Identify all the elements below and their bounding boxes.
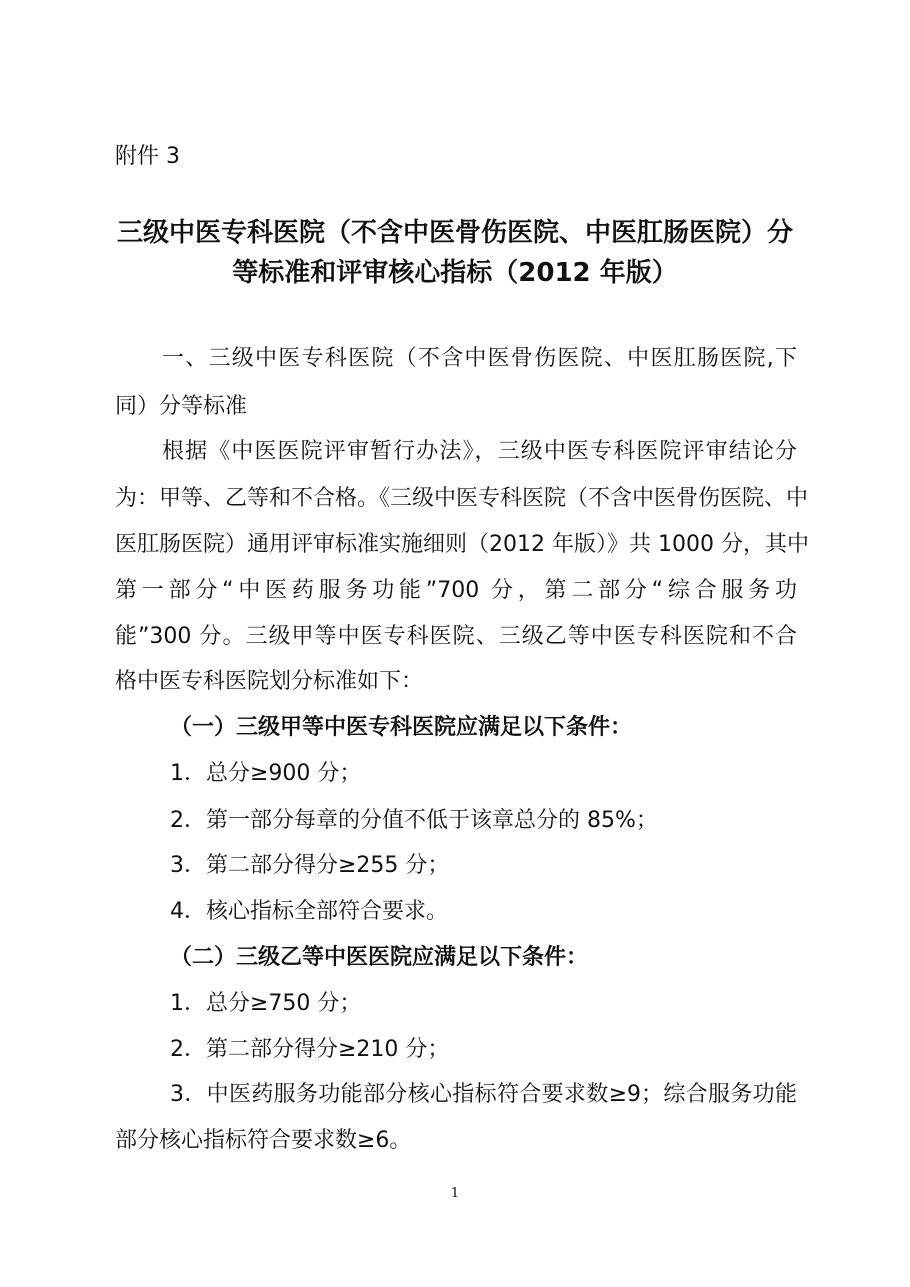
intro-paragraph-line-4: 第一部分“中医药服务功能”700 分，第二部分“综合服务功 [115,578,797,603]
intro-paragraph-line-6: 格中医专科医院划分标准如下： [115,669,424,694]
attachment-label: 附件 3 [115,144,180,169]
intro-paragraph-line-3: 医肛肠医院）通用评审标准实施细则（2012 年版）》共 1000 分，其中 [115,532,809,557]
grade-b-item-1: 1．总分≥750 分； [170,991,362,1016]
intro-paragraph-line-2: 为：甲等、乙等和不合格。《三级中医专科医院（不含中医骨伤医院、中 [115,486,809,511]
document-title-line-2: 等标准和评审核心指标（2012 年版） [232,258,678,288]
grade-b-heading: （二）三级乙等中医医院应满足以下条件： [170,945,589,970]
page-number: 1 [450,1186,460,1201]
grade-a-item-4: 4．核心指标全部符合要求。 [170,899,448,924]
section-heading-line-1: 一、三级中医专科医院（不含中医骨伤医院、中医肛肠医院,下 [162,346,797,371]
grade-b-item-2: 2．第二部分得分≥210 分； [170,1037,450,1062]
grade-b-item-3-line-1: 3．中医药服务功能部分核心指标符合要求数≥9；综合服务功能 [170,1082,797,1107]
grade-a-heading: （一）三级甲等中医专科医院应满足以下条件： [170,715,633,740]
grade-a-item-3: 3．第二部分得分≥255 分； [170,853,450,878]
intro-paragraph-line-5: 能”300 分。三级甲等中医专科医院、三级乙等中医专科医院和不合 [115,624,797,649]
grade-a-item-1: 1．总分≥900 分； [170,761,362,786]
grade-b-item-3-line-2: 部分核心指标符合要求数≥6。 [115,1128,412,1153]
grade-a-item-2: 2．第一部分每章的分值不低于该章总分的 85%； [170,808,658,833]
intro-paragraph-line-1: 根据《中医医院评审暂行办法》，三级中医专科医院评审结论分 [162,439,797,464]
document-title-line-1: 三级中医专科医院（不含中医骨伤医院、中医肛肠医院）分 [116,218,793,248]
section-heading-line-2: 同）分等标准 [115,394,248,419]
